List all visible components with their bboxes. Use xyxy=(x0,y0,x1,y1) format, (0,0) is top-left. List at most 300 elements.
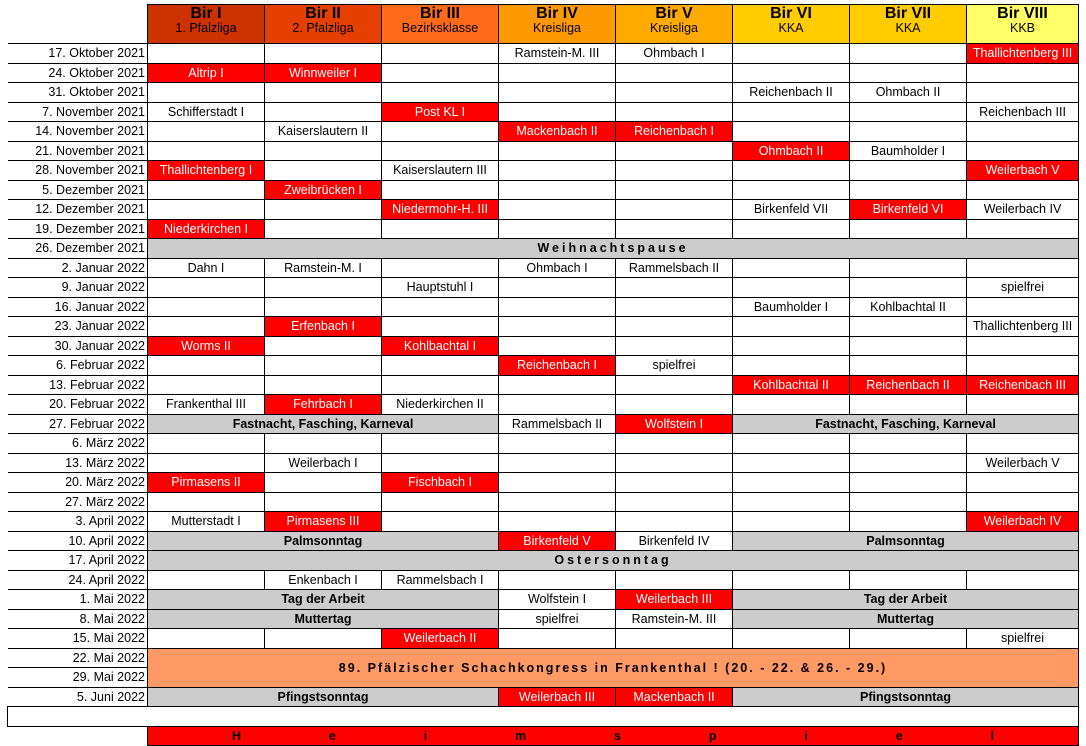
row-date: 20. März 2022 xyxy=(8,473,148,493)
match-cell: Winnweiler I xyxy=(265,63,382,83)
schedule-row xyxy=(8,180,1079,200)
match-cell xyxy=(967,83,1079,103)
match-cell xyxy=(733,570,850,590)
schedule-row xyxy=(8,629,1079,649)
match-cell: Weilerbach III xyxy=(499,687,616,707)
match-cell: Ohmbach I xyxy=(499,258,616,278)
match-cell: Reichenbach III xyxy=(967,375,1079,395)
row-date: 17. April 2022 xyxy=(8,551,148,571)
match-cell xyxy=(616,434,733,454)
row-date: 16. Januar 2022 xyxy=(8,297,148,317)
match-cell xyxy=(733,395,850,415)
schedule-row xyxy=(8,648,1079,668)
schedule-row xyxy=(8,492,1079,512)
match-cell: Schifferstadt I xyxy=(148,102,265,122)
team-header xyxy=(499,5,616,44)
match-cell xyxy=(499,297,616,317)
match-cell: Kaiserslautern III xyxy=(382,161,499,181)
schedule-row xyxy=(8,297,1079,317)
row-date: 13. März 2022 xyxy=(8,453,148,473)
team-name: Bir VI xyxy=(770,5,812,22)
match-cell xyxy=(616,570,733,590)
match-cell xyxy=(967,219,1079,239)
break-cell: Pfingstsonntag xyxy=(148,687,499,707)
match-cell xyxy=(382,512,499,532)
match-cell xyxy=(616,473,733,493)
match-cell: Wolfstein I xyxy=(616,414,733,434)
match-cell xyxy=(148,356,265,376)
match-cell xyxy=(499,629,616,649)
match-cell: Weilerbach III xyxy=(616,590,733,610)
row-date: 8. Mai 2022 xyxy=(8,609,148,629)
match-cell xyxy=(265,102,382,122)
match-cell: Weilerbach V xyxy=(967,161,1079,181)
match-cell xyxy=(850,395,967,415)
match-cell xyxy=(265,336,382,356)
match-cell xyxy=(499,141,616,161)
match-cell xyxy=(382,63,499,83)
match-cell xyxy=(733,44,850,64)
schedule-row xyxy=(8,590,1079,610)
match-cell xyxy=(616,453,733,473)
match-cell: Rammelsbach II xyxy=(499,414,616,434)
match-cell xyxy=(850,63,967,83)
match-cell: Rammelsbach II xyxy=(616,258,733,278)
row-date: 1. Mai 2022 xyxy=(8,590,148,610)
match-cell: Ramstein-M. III xyxy=(499,44,616,64)
row-date: 9. Januar 2022 xyxy=(8,278,148,298)
match-cell: Mackenbach II xyxy=(616,687,733,707)
team-name: Bir III xyxy=(419,5,460,22)
match-cell: Niederkirchen I xyxy=(148,219,265,239)
schedule-row xyxy=(8,356,1079,376)
match-cell: Fehrbach I xyxy=(265,395,382,415)
match-cell xyxy=(616,297,733,317)
legend-letter: s xyxy=(614,728,621,743)
match-cell: Ohmbach II xyxy=(850,83,967,103)
match-cell xyxy=(616,161,733,181)
row-date: 26. Dezember 2021 xyxy=(8,239,148,259)
team-league: Bezirksklasse xyxy=(401,21,479,35)
schedule-table xyxy=(7,4,1079,746)
match-cell: spielfrei xyxy=(616,356,733,376)
match-cell xyxy=(733,512,850,532)
match-cell xyxy=(967,473,1079,493)
match-cell xyxy=(733,122,850,142)
match-cell xyxy=(499,512,616,532)
match-cell: Reichenbach I xyxy=(499,356,616,376)
legend-letter: e xyxy=(895,728,903,743)
match-cell xyxy=(850,258,967,278)
match-cell xyxy=(616,102,733,122)
match-cell xyxy=(148,200,265,220)
row-date: 17. Oktober 2021 xyxy=(8,44,148,64)
match-cell xyxy=(850,44,967,64)
team-name: Bir VIII xyxy=(997,5,1048,22)
match-cell xyxy=(967,297,1079,317)
match-cell xyxy=(382,180,499,200)
match-cell xyxy=(616,219,733,239)
row-date: 5. Dezember 2021 xyxy=(8,180,148,200)
schedule-body xyxy=(8,5,1079,746)
match-cell xyxy=(382,317,499,337)
match-cell xyxy=(850,492,967,512)
match-cell xyxy=(382,453,499,473)
schedule-row xyxy=(8,83,1079,103)
match-cell xyxy=(382,122,499,142)
match-cell xyxy=(265,629,382,649)
schedule-row xyxy=(8,551,1079,571)
match-cell xyxy=(499,63,616,83)
match-cell xyxy=(850,161,967,181)
match-cell xyxy=(265,297,382,317)
match-cell xyxy=(382,83,499,103)
row-date: 29. Mai 2022 xyxy=(8,668,148,688)
match-cell xyxy=(967,395,1079,415)
match-cell xyxy=(733,278,850,298)
match-cell xyxy=(382,434,499,454)
schedule-row xyxy=(8,512,1079,532)
match-cell xyxy=(265,356,382,376)
match-cell: Thallichtenberg I xyxy=(148,161,265,181)
match-cell: Ramstein-M. III xyxy=(616,609,733,629)
match-cell xyxy=(733,629,850,649)
match-cell: Hauptstuhl I xyxy=(382,278,499,298)
match-cell: Weilerbach I xyxy=(265,453,382,473)
team-header xyxy=(148,5,265,44)
match-cell: Baumholder I xyxy=(850,141,967,161)
row-date: 24. Oktober 2021 xyxy=(8,63,148,83)
match-cell xyxy=(265,83,382,103)
break-cell: Palmsonntag xyxy=(733,531,1079,551)
match-cell: Mutterstadt I xyxy=(148,512,265,532)
legend-letter: i xyxy=(423,728,428,743)
team-league: 1. Pfalzliga xyxy=(175,21,237,35)
match-cell: Pirmasens III xyxy=(265,512,382,532)
match-cell: Altrip I xyxy=(148,63,265,83)
row-date: 22. Mai 2022 xyxy=(8,648,148,668)
break-cell: Fastnacht, Fasching, Karneval xyxy=(148,414,499,434)
schedule-row xyxy=(8,453,1079,473)
match-cell xyxy=(265,141,382,161)
schedule-row xyxy=(8,122,1079,142)
break-cell: Fastnacht, Fasching, Karneval xyxy=(733,414,1079,434)
match-cell xyxy=(850,453,967,473)
match-cell xyxy=(850,629,967,649)
match-cell xyxy=(733,336,850,356)
match-cell xyxy=(499,375,616,395)
match-cell: Reichenbach II xyxy=(850,375,967,395)
match-cell: Ohmbach I xyxy=(616,44,733,64)
team-name: Bir I xyxy=(190,5,222,22)
team-name: Bir V xyxy=(655,5,693,22)
team-header xyxy=(382,5,499,44)
match-cell xyxy=(850,180,967,200)
match-cell xyxy=(733,356,850,376)
match-cell xyxy=(382,44,499,64)
match-cell xyxy=(850,219,967,239)
match-cell xyxy=(382,258,499,278)
match-cell xyxy=(148,278,265,298)
match-cell xyxy=(616,141,733,161)
match-cell xyxy=(967,63,1079,83)
match-cell: Erfenbach I xyxy=(265,317,382,337)
match-cell xyxy=(148,434,265,454)
match-cell xyxy=(265,44,382,64)
match-cell xyxy=(499,219,616,239)
match-cell xyxy=(616,278,733,298)
legend-letter: m xyxy=(515,728,527,743)
match-cell xyxy=(148,297,265,317)
match-cell xyxy=(148,180,265,200)
match-cell: spielfrei xyxy=(499,609,616,629)
match-cell xyxy=(265,200,382,220)
match-cell xyxy=(265,219,382,239)
match-cell xyxy=(850,473,967,493)
match-cell: Zweibrücken I xyxy=(265,180,382,200)
break-cell: Tag der Arbeit xyxy=(148,590,499,610)
match-cell xyxy=(382,356,499,376)
match-cell xyxy=(616,375,733,395)
break-cell: Tag der Arbeit xyxy=(733,590,1079,610)
match-cell xyxy=(733,317,850,337)
row-date: 27. März 2022 xyxy=(8,492,148,512)
match-cell xyxy=(850,336,967,356)
match-cell xyxy=(499,492,616,512)
schedule-row xyxy=(8,317,1079,337)
match-cell xyxy=(967,434,1079,454)
break-cell: Pfingstsonntag xyxy=(733,687,1079,707)
match-cell xyxy=(733,453,850,473)
match-cell: Mackenbach II xyxy=(499,122,616,142)
match-cell xyxy=(733,473,850,493)
match-cell: Wolfstein I xyxy=(499,590,616,610)
schedule-row xyxy=(8,278,1079,298)
match-cell: Kaiserslautern II xyxy=(265,122,382,142)
team-header xyxy=(265,5,382,44)
break-cell: Muttertag xyxy=(733,609,1079,629)
match-cell xyxy=(148,629,265,649)
match-cell xyxy=(967,492,1079,512)
match-cell: spielfrei xyxy=(967,278,1079,298)
match-cell xyxy=(616,200,733,220)
match-cell: Kohlbachtal II xyxy=(733,375,850,395)
schedule-row xyxy=(8,258,1079,278)
match-cell xyxy=(148,83,265,103)
match-cell xyxy=(148,453,265,473)
row-date: 7. November 2021 xyxy=(8,102,148,122)
row-date: 15. Mai 2022 xyxy=(8,629,148,649)
match-cell: Dahn I xyxy=(148,258,265,278)
match-cell: spielfrei xyxy=(967,629,1079,649)
match-cell xyxy=(733,63,850,83)
match-cell xyxy=(850,102,967,122)
match-cell xyxy=(616,317,733,337)
match-cell xyxy=(265,473,382,493)
match-cell xyxy=(733,434,850,454)
header-row xyxy=(8,5,1079,44)
match-cell xyxy=(499,336,616,356)
team-header xyxy=(850,5,967,44)
match-cell: Weilerbach V xyxy=(967,453,1079,473)
team-name: Bir VII xyxy=(884,5,932,22)
match-cell xyxy=(499,200,616,220)
match-cell xyxy=(733,102,850,122)
match-cell xyxy=(265,375,382,395)
team-league: Kreisliga xyxy=(650,21,698,35)
match-cell xyxy=(967,336,1079,356)
match-cell xyxy=(265,434,382,454)
row-date: 12. Dezember 2021 xyxy=(8,200,148,220)
legend-letters xyxy=(148,728,1078,744)
match-cell xyxy=(850,317,967,337)
match-cell: Ohmbach II xyxy=(733,141,850,161)
match-cell xyxy=(616,83,733,103)
match-cell: Birkenfeld VII xyxy=(733,200,850,220)
match-cell xyxy=(616,492,733,512)
match-cell: Birkenfeld V xyxy=(499,531,616,551)
match-cell xyxy=(499,395,616,415)
match-cell: Ramstein-M. I xyxy=(265,258,382,278)
match-cell xyxy=(967,141,1079,161)
match-cell xyxy=(967,570,1079,590)
legend-row xyxy=(8,726,1079,746)
spacer-row xyxy=(8,707,1079,727)
schedule-row xyxy=(8,395,1079,415)
legend-letter: e xyxy=(328,728,336,743)
match-cell: Kohlbachtal II xyxy=(850,297,967,317)
team-header xyxy=(733,5,850,44)
match-cell: Rammelsbach I xyxy=(382,570,499,590)
match-cell xyxy=(733,161,850,181)
row-date: 31. Oktober 2021 xyxy=(8,83,148,103)
match-cell xyxy=(850,512,967,532)
match-cell xyxy=(850,570,967,590)
row-date: 28. November 2021 xyxy=(8,161,148,181)
match-cell xyxy=(616,180,733,200)
legend-letter: H xyxy=(231,728,241,743)
match-cell xyxy=(967,122,1079,142)
team-header xyxy=(967,5,1079,44)
row-date: 6. März 2022 xyxy=(8,434,148,454)
match-cell xyxy=(967,356,1079,376)
match-cell xyxy=(967,180,1079,200)
schedule-row xyxy=(8,375,1079,395)
schedule-row xyxy=(8,687,1079,707)
match-cell xyxy=(382,297,499,317)
match-cell xyxy=(499,102,616,122)
match-cell: Niederkirchen II xyxy=(382,395,499,415)
match-cell: Worms II xyxy=(148,336,265,356)
schedule-row xyxy=(8,473,1079,493)
match-cell xyxy=(616,629,733,649)
match-cell xyxy=(733,492,850,512)
legend-letter: i xyxy=(804,728,808,743)
match-cell: Reichenbach I xyxy=(616,122,733,142)
legend-letter: l xyxy=(990,728,995,743)
match-cell xyxy=(733,180,850,200)
row-date: 10. April 2022 xyxy=(8,531,148,551)
match-cell xyxy=(616,336,733,356)
schedule-row xyxy=(8,336,1079,356)
schedule-row xyxy=(8,63,1079,83)
match-cell: Thallichtenberg III xyxy=(967,44,1079,64)
match-cell: Birkenfeld IV xyxy=(616,531,733,551)
row-date: 19. Dezember 2021 xyxy=(8,219,148,239)
schedule-row xyxy=(8,44,1079,64)
match-cell xyxy=(616,63,733,83)
congress-banner: 89. Pfälzischer Schachkongress in Frankenthal ! (20. - 22. & 26. - 29.) xyxy=(148,648,1079,687)
row-date: 21. November 2021 xyxy=(8,141,148,161)
match-cell xyxy=(967,258,1079,278)
match-cell xyxy=(382,141,499,161)
team-league: 2. Pfalzliga xyxy=(292,21,354,35)
break-cell: Muttertag xyxy=(148,609,499,629)
team-league: KKA xyxy=(778,21,804,35)
match-cell: Fischbach I xyxy=(382,473,499,493)
match-cell xyxy=(382,492,499,512)
match-cell: Weilerbach IV xyxy=(967,512,1079,532)
match-cell xyxy=(382,219,499,239)
schedule-row xyxy=(8,239,1079,259)
match-cell xyxy=(733,258,850,278)
match-cell xyxy=(148,44,265,64)
legend-blank xyxy=(8,726,148,746)
row-date: 27. Februar 2022 xyxy=(8,414,148,434)
match-cell: Baumholder I xyxy=(733,297,850,317)
team-name: Bir II xyxy=(305,5,341,22)
match-cell xyxy=(382,375,499,395)
match-cell: Weilerbach IV xyxy=(967,200,1079,220)
match-cell xyxy=(148,375,265,395)
match-cell xyxy=(148,122,265,142)
match-cell xyxy=(499,434,616,454)
match-cell xyxy=(499,317,616,337)
match-cell xyxy=(616,512,733,532)
match-cell: Enkenbach I xyxy=(265,570,382,590)
row-date: 23. Januar 2022 xyxy=(8,317,148,337)
team-league: KKA xyxy=(895,21,921,35)
schedule-row xyxy=(8,434,1079,454)
match-cell: Kohlbachtal I xyxy=(382,336,499,356)
row-date: 3. April 2022 xyxy=(8,512,148,532)
match-cell xyxy=(499,570,616,590)
header-corner xyxy=(8,5,148,44)
row-date: 20. Februar 2022 xyxy=(8,395,148,415)
match-cell: Thallichtenberg III xyxy=(967,317,1079,337)
match-cell xyxy=(499,180,616,200)
team-header xyxy=(616,5,733,44)
match-cell xyxy=(850,122,967,142)
spacer xyxy=(8,707,1079,727)
match-cell xyxy=(850,434,967,454)
match-cell xyxy=(148,492,265,512)
legend-letter: p xyxy=(708,728,717,743)
match-cell: Birkenfeld VI xyxy=(850,200,967,220)
row-date: 24. April 2022 xyxy=(8,570,148,590)
match-cell: Reichenbach III xyxy=(967,102,1079,122)
team-league: Kreisliga xyxy=(533,21,581,35)
match-cell xyxy=(616,395,733,415)
schedule-row xyxy=(8,531,1079,551)
team-league: KKB xyxy=(1009,21,1035,35)
match-cell xyxy=(499,161,616,181)
match-cell xyxy=(499,473,616,493)
match-cell xyxy=(850,278,967,298)
match-cell xyxy=(265,492,382,512)
match-cell xyxy=(148,317,265,337)
schedule-row xyxy=(8,200,1079,220)
